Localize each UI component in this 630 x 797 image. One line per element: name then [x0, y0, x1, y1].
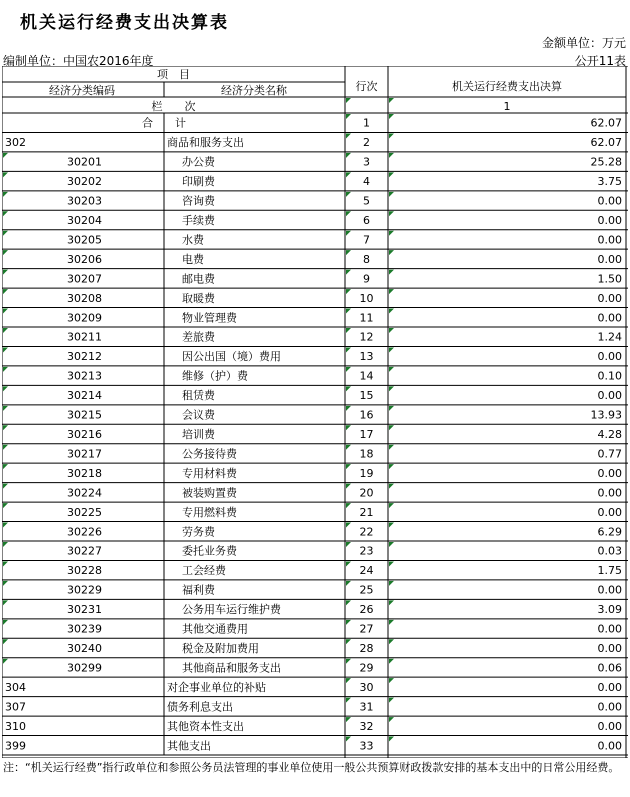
cell-marker: [346, 484, 351, 489]
cell-marker: [389, 309, 394, 314]
cell-marker: [3, 581, 8, 586]
econ-name: 印刷费: [182, 175, 215, 189]
header-lan: 栏 次: [151, 100, 196, 113]
row-no: 21: [359, 505, 374, 519]
amount: 1.75: [597, 564, 622, 578]
cell-marker: [3, 484, 8, 489]
cell-marker: [346, 523, 351, 528]
total-amount: 62.07: [590, 116, 622, 130]
row-no: 31: [359, 700, 374, 714]
amount: 0.00: [597, 719, 622, 733]
cell-marker: [3, 289, 8, 294]
econ-code: 302: [5, 136, 26, 150]
cell-marker: [346, 172, 351, 177]
econ-code: 30201: [67, 155, 102, 169]
cell-marker: [346, 309, 351, 314]
cell-marker: [346, 639, 351, 644]
cell-marker: [389, 620, 394, 625]
cell-marker: [3, 659, 8, 664]
cell-marker: [3, 464, 8, 469]
row-no: 6: [363, 214, 370, 227]
econ-name: 债务利息支出: [167, 700, 233, 714]
econ-code: 30239: [67, 622, 102, 636]
econ-code: 30217: [67, 447, 102, 461]
cell-marker: [346, 328, 351, 333]
econ-name: 会议费: [182, 408, 215, 422]
amount: 0.10: [597, 369, 622, 383]
cell-marker: [346, 678, 351, 683]
row-no: 24: [359, 564, 374, 578]
cell-marker: [389, 717, 394, 722]
cell-marker: [389, 289, 394, 294]
total-label: 合 计: [142, 116, 186, 130]
cell-marker: [389, 98, 394, 103]
econ-name: 取暖费: [182, 291, 215, 305]
econ-name: 维修（护）费: [182, 369, 248, 383]
cell-marker: [389, 133, 394, 138]
cell-marker: [346, 367, 351, 372]
econ-code: 30213: [67, 369, 102, 383]
econ-code: 30207: [67, 272, 102, 286]
cell-marker: [3, 386, 8, 391]
cell-marker: [389, 737, 394, 742]
cell-marker: [3, 620, 8, 625]
econ-name: 邮电费: [182, 272, 215, 286]
row-no: 8: [363, 252, 370, 266]
econ-name: 工会经费: [182, 564, 226, 578]
cell-marker: [3, 328, 8, 333]
econ-name: 公务接待费: [182, 447, 237, 461]
row-no: 7: [363, 233, 370, 247]
cell-marker: [3, 270, 8, 275]
econ-code: 30202: [67, 175, 102, 189]
econ-code: 30299: [67, 661, 102, 675]
row-no: 28: [359, 642, 374, 655]
cell-marker: [346, 561, 351, 566]
cell-marker: [346, 737, 351, 742]
cell-marker: [346, 98, 351, 103]
cell-marker: [389, 328, 394, 333]
cell-marker: [3, 425, 8, 430]
econ-name: 租赁费: [182, 389, 215, 403]
econ-name: 其他支出: [167, 739, 211, 753]
cell-marker: [389, 581, 394, 586]
econ-name: 物业管理费: [182, 311, 237, 325]
row-no: 23: [359, 544, 374, 558]
econ-code: 30203: [67, 194, 102, 208]
cell-marker: [389, 172, 394, 177]
amount: 0.00: [597, 680, 622, 694]
header-col-no: 1: [503, 100, 511, 113]
econ-name: 劳务费: [182, 525, 215, 539]
econ-name: 其他商品和服务支出: [182, 661, 281, 675]
cell-marker: [346, 406, 351, 411]
econ-name: 差旅费: [182, 330, 215, 344]
cell-marker: [346, 698, 351, 703]
econ-name: 电费: [182, 252, 204, 266]
reporting-unit-name: 编制单位：中国农: [3, 54, 100, 68]
row-no: 11: [359, 311, 374, 325]
econ-name: 委托业务费: [182, 544, 237, 558]
amount: 0.00: [597, 311, 622, 325]
amount: 25.28: [590, 155, 622, 169]
cell-marker: [346, 464, 351, 469]
amount-unit: 金额单位：万元: [541, 36, 626, 50]
econ-code: 399: [5, 739, 26, 753]
cell-marker: [389, 484, 394, 489]
cell-marker: [389, 561, 394, 566]
econ-name: 培训费: [182, 428, 215, 441]
cell-marker: [389, 211, 394, 216]
cell-marker: [389, 542, 394, 547]
cell-marker: [3, 639, 8, 644]
cell-marker: [389, 523, 394, 528]
econ-code: 30204: [67, 214, 102, 227]
cell-marker: [3, 523, 8, 528]
econ-code: 30229: [67, 583, 102, 597]
cell-marker: [346, 133, 351, 138]
cell-marker: [3, 503, 8, 508]
cell-marker: [346, 153, 351, 158]
row-no: 22: [359, 525, 374, 539]
econ-code: 30205: [67, 233, 102, 247]
cell-marker: [346, 445, 351, 450]
cell-marker: [389, 445, 394, 450]
cell-marker: [346, 386, 351, 391]
cell-marker: [346, 192, 351, 197]
row-no: 18: [359, 447, 374, 461]
cell-marker: [3, 542, 8, 547]
cell-marker: [389, 678, 394, 683]
econ-code: 30227: [67, 544, 102, 558]
row-no: 27: [359, 622, 374, 636]
cell-marker: [389, 270, 394, 275]
cell-marker: [346, 231, 351, 236]
row-no: 33: [359, 739, 374, 753]
amount: 0.00: [597, 622, 622, 636]
cell-marker: [389, 114, 394, 119]
row-no: 14: [359, 369, 374, 383]
econ-name: 商品和服务支出: [167, 136, 244, 150]
cell-marker: [346, 581, 351, 586]
cell-marker: [3, 250, 8, 255]
econ-code: 30206: [67, 252, 102, 266]
econ-code: 304: [5, 680, 26, 694]
cell-marker: [389, 659, 394, 664]
amount: 0.00: [597, 486, 622, 500]
cell-marker: [346, 270, 351, 275]
cell-marker: [389, 347, 394, 352]
econ-code: 30225: [67, 505, 102, 519]
row-no: 19: [359, 466, 374, 480]
econ-code: 310: [5, 719, 26, 733]
cell-marker: [389, 231, 394, 236]
cell-marker: [389, 600, 394, 605]
total-row-no: 1: [363, 116, 370, 130]
amount: 1.24: [597, 330, 622, 344]
cell-marker: [346, 600, 351, 605]
reporting-year: 2016年度: [99, 54, 154, 68]
cell-marker: [389, 367, 394, 372]
page-title: 机关运行经费支出决算表: [20, 13, 229, 33]
row-no: 20: [359, 486, 374, 500]
cell-marker: [3, 231, 8, 236]
cell-marker: [3, 347, 8, 352]
amount: 3.09: [597, 603, 622, 617]
row-no: 32: [359, 719, 374, 733]
row-no: 29: [359, 661, 374, 675]
cell-marker: [346, 717, 351, 722]
row-no: 3: [363, 155, 370, 169]
cell-marker: [3, 192, 8, 197]
cell-marker: [389, 192, 394, 197]
econ-code: 30214: [67, 389, 102, 403]
cell-marker: [389, 406, 394, 411]
econ-name: 对企事业单位的补贴: [167, 680, 266, 694]
cell-marker: [389, 425, 394, 430]
econ-code: 30215: [67, 408, 102, 422]
amount: 4.28: [597, 428, 622, 441]
cell-marker: [346, 347, 351, 352]
row-no: 13: [359, 350, 374, 364]
econ-code: 30228: [67, 564, 102, 578]
header-project: 项 目: [157, 68, 190, 81]
cell-marker: [389, 464, 394, 469]
econ-code: 307: [5, 700, 26, 714]
econ-name: 因公出国（境）费用: [182, 350, 281, 364]
cell-marker: [3, 153, 8, 158]
header-econ-name: 经济分类名称: [221, 84, 287, 97]
row-no: 12: [359, 330, 374, 344]
econ-code: 30226: [67, 525, 102, 539]
econ-name: 其他资本性支出: [167, 719, 244, 733]
cell-marker: [389, 153, 394, 158]
header-amount: 机关运行经费支出决算: [452, 80, 562, 93]
amount: 62.07: [590, 136, 622, 150]
econ-code: 30211: [67, 330, 102, 344]
amount: 0.00: [597, 214, 622, 227]
econ-code: 30240: [67, 642, 102, 655]
econ-name: 福利费: [182, 583, 215, 597]
econ-name: 专用材料费: [182, 466, 237, 480]
amount: 0.00: [597, 739, 622, 753]
row-no: 10: [359, 291, 374, 305]
form-code: 公开11表: [574, 54, 626, 68]
cell-marker: [346, 250, 351, 255]
row-no: 2: [363, 136, 370, 150]
expense-table: [2, 66, 628, 758]
econ-name: 其他交通费用: [182, 622, 248, 636]
row-no: 26: [359, 603, 374, 617]
amount: 0.06: [597, 661, 622, 675]
cell-marker: [3, 406, 8, 411]
econ-code: 30209: [67, 311, 102, 325]
cell-marker: [346, 659, 351, 664]
row-no: 30: [359, 680, 374, 694]
row-no: 15: [359, 389, 374, 403]
amount: 6.29: [597, 525, 622, 539]
econ-name: 水费: [182, 233, 204, 247]
cell-marker: [346, 289, 351, 294]
amount: 3.75: [597, 175, 622, 189]
econ-code: 30218: [67, 466, 102, 480]
amount: 0.00: [597, 389, 622, 403]
econ-code: 30231: [67, 603, 102, 617]
amount: 0.00: [597, 642, 622, 655]
econ-name: 税金及附加费用: [182, 642, 259, 655]
cell-marker: [3, 211, 8, 216]
cell-marker: [346, 211, 351, 216]
cell-marker: [3, 367, 8, 372]
cell-marker: [3, 561, 8, 566]
footnote: 注：“机关运行经费”指行政单位和参照公务员法管理的事业单位使用一般公共预算财政拨款安排的基本支出中的日常公用经费。: [3, 761, 620, 774]
row-no: 17: [359, 428, 374, 441]
econ-code: 30208: [67, 291, 102, 305]
row-no: 16: [359, 408, 374, 422]
amount: 0.77: [597, 447, 622, 461]
cell-marker: [346, 503, 351, 508]
cell-marker: [346, 542, 351, 547]
amount: 0.00: [597, 252, 622, 266]
amount: 0.00: [597, 233, 622, 247]
amount: 1.50: [597, 272, 622, 286]
amount: 0.00: [597, 194, 622, 208]
econ-name: 公务用车运行维护费: [182, 603, 281, 617]
econ-name: 手续费: [182, 214, 215, 227]
econ-name: 办公费: [182, 155, 215, 169]
amount: 13.93: [590, 408, 622, 422]
econ-code: 30224: [67, 486, 102, 500]
cell-marker: [389, 386, 394, 391]
amount: 0.00: [597, 505, 622, 519]
econ-name: 咨询费: [182, 194, 215, 208]
cell-marker: [3, 600, 8, 605]
cell-marker: [346, 425, 351, 430]
cell-marker: [389, 250, 394, 255]
econ-code: 30216: [67, 428, 102, 441]
row-no: 25: [359, 583, 374, 597]
row-no: 5: [363, 194, 370, 208]
amount: 0.00: [597, 700, 622, 714]
econ-code: 30212: [67, 350, 102, 364]
econ-name: 专用燃料费: [182, 505, 237, 519]
cell-marker: [389, 503, 394, 508]
cell-marker: [3, 172, 8, 177]
cell-marker: [389, 698, 394, 703]
amount: 0.00: [597, 350, 622, 364]
cell-marker: [3, 309, 8, 314]
header-econ-code: 经济分类编码: [49, 84, 115, 97]
cell-marker: [346, 114, 351, 119]
header-row-no: 行次: [355, 80, 378, 93]
cell-marker: [3, 445, 8, 450]
amount: 0.00: [597, 291, 622, 305]
cell-marker: [346, 620, 351, 625]
amount: 0.00: [597, 466, 622, 480]
econ-name: 被装购置费: [182, 486, 237, 500]
amount: 0.00: [597, 583, 622, 597]
cell-marker: [389, 639, 394, 644]
row-no: 9: [363, 272, 370, 286]
amount: 0.03: [597, 544, 622, 558]
row-no: 4: [363, 175, 370, 189]
